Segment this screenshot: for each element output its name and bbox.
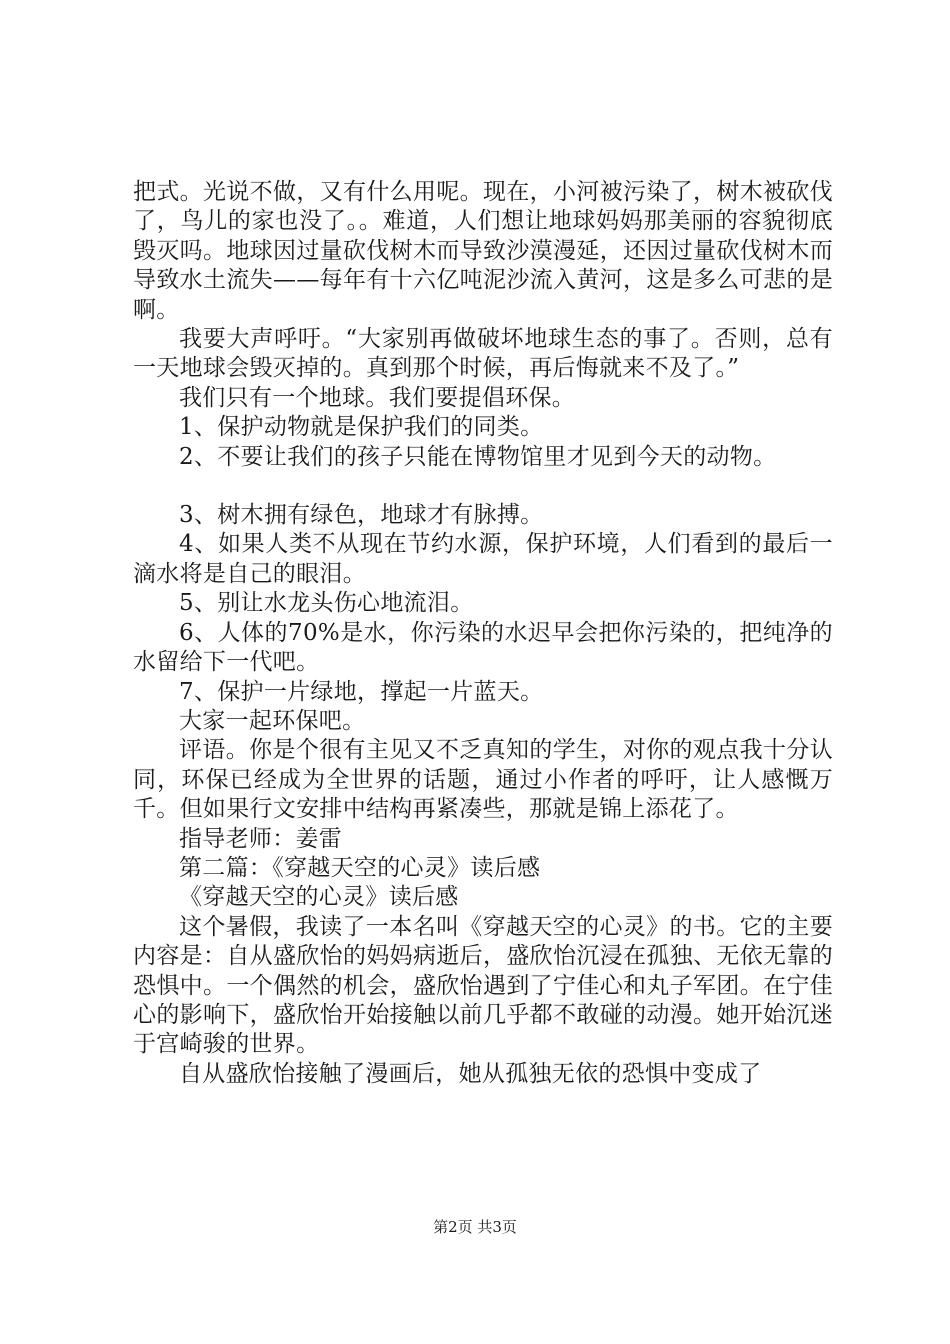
list-item: 5、别让水龙头伤心地流泪。 bbox=[179, 590, 474, 617]
comment-paragraph: 评语。你是个很有主见又不乏真知的学生，对你的观点我十分认同，环保已经成为全世界的话题，通过小作者的呼吁，让人感慨万千。但如果行文安排中结构再紧凑些，那就是锦上添花了。 bbox=[133, 737, 833, 823]
list-item: 7、保护一片绿地，撑起一片蓝天。 bbox=[179, 678, 544, 705]
section-heading: 第二篇：《穿越天空的心灵》读后感 bbox=[179, 854, 541, 881]
paragraph: 把式。光说不做，又有什么用呢。现在，小河被污染了，树木被砍伐了，鸟儿的家也没了。。难道，人们想让地球妈妈那美丽的容貌彻底毁灭吗。地球因过量砍伐树木而导致沙漠漫延，还因过量砍伐树木而导致水土流失——每年有十六亿吨泥沙流入黄河，这是多么可悲的是啊。 bbox=[133, 179, 833, 323]
paragraph: 这个暑假，我读了一本名叫《穿越天空的心灵》的书。它的主要内容是：自从盛欣怡的妈妈病逝后，盛欣怡沉浸在孤独、无依无靠的恐惧中。一个偶然的机会，盛欣怡遇到了宁佳心和丸子军团。在宁佳心的影响下，盛欣怡开始接触以前几乎都不敢碰的动漫。她开始沉迷于宫崎骏的世界。 bbox=[133, 913, 833, 1058]
paragraph: 自从盛欣怡接触了漫画后，她从孤独无依的恐惧中变成了 bbox=[179, 1060, 762, 1087]
list-item: 1、保护动物就是保护我们的同类。 bbox=[179, 414, 544, 441]
list-item: 6、人体的70%是水，你污染的水迟早会把你污染的，把纯净的水留给下一代吧。 bbox=[133, 619, 833, 676]
document-body bbox=[133, 178, 833, 1089]
paragraph: 我要大声呼吁。“大家别再做破坏地球生态的事了。否则，总有一天地球会毁灭掉的。真到那个时候，再后悔就来不及了。” bbox=[133, 326, 833, 382]
list-item: 3、树木拥有绿色，地球才有脉搏。 bbox=[179, 502, 544, 529]
page-number: 第2页 共3页 bbox=[433, 1218, 517, 1236]
list-item: 4、如果人类不从现在节约水源，保护环境，人们看到的最后一滴水将是自己的眼泪。 bbox=[133, 531, 833, 587]
paragraph: 我们只有一个地球。我们要提倡环保。 bbox=[179, 384, 576, 411]
teacher-line: 指导老师：姜雷 bbox=[179, 825, 343, 852]
paragraph: 大家一起环保吧。 bbox=[179, 707, 366, 734]
list-item: 2、不要让我们的孩子只能在博物馆里才见到今天的动物。 bbox=[179, 443, 777, 470]
article-title: 《穿越天空的心灵》读后感 bbox=[179, 884, 459, 911]
